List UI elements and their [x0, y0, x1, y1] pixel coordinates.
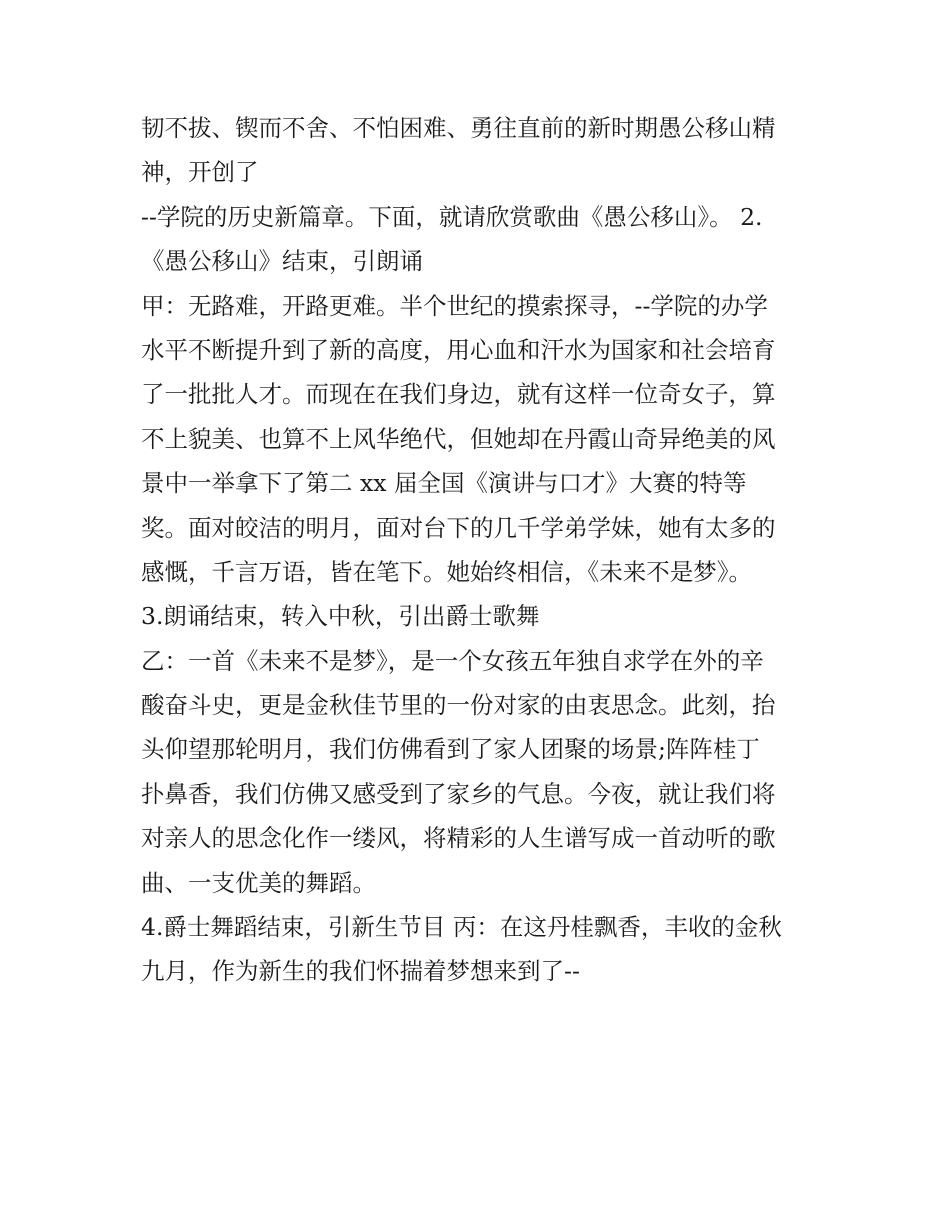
text-line: 了一批批人才。而现在在我们身边，就有这样一位奇女子，算: [141, 380, 776, 409]
text-line: 神，开创了: [141, 158, 259, 187]
text-line: 韧不拔、锲而不舍、不怕困难、勇往直前的新时期愚公移山精: [141, 114, 776, 142]
text-line: 《愚公移山》结束，引朗诵: [141, 247, 423, 276]
text-line: 3.朗诵结束，转入中秋，引出爵士歌舞: [141, 602, 540, 631]
text-line: 对亲人的思念化作一缕风，将精彩的人生谱写成一首动听的歌: [141, 824, 776, 853]
text-line: 头仰望那轮明月，我们仿佛看到了家人团聚的场景;阵阵桂丁: [141, 735, 760, 764]
text-line: 感慨，千言万语，皆在笔下。她始终相信，《未来不是梦》。: [141, 557, 752, 586]
text-line: 奖。面对皎洁的明月，面对台下的几千学弟学妹，她有太多的: [141, 513, 776, 542]
text-line: 曲、一支优美的舞蹈。: [141, 868, 376, 897]
text-line: 4.爵士舞蹈结束，引新生节目 丙：在这丹桂飘香，丰收的金秋: [141, 913, 782, 942]
text-line: 不上貌美、也算不上风华绝代，但她却在丹霞山奇异绝美的风: [141, 424, 776, 453]
text-line: 乙：一首《未来不是梦》，是一个女孩五年独自求学在外的辛: [141, 646, 764, 675]
text-line: 酸奋斗史，更是金秋佳节里的一份对家的由衷思念。此刻，抬: [141, 691, 776, 720]
document-text: [141, 106, 821, 994]
text-line: 甲：无路难，开路更难。半个世纪的摸索探寻，--学院的办学: [141, 291, 768, 320]
text-line: 扑鼻香，我们仿佛又感受到了家乡的气息。今夜，就让我们将: [141, 779, 776, 808]
text-line: 九月，作为新生的我们怀揣着梦想来到了--: [141, 957, 580, 986]
text-line: --学院的历史新篇章。下面，就请欣赏歌曲《愚公移山》。 2.: [141, 202, 763, 231]
text-line: 水平不断提升到了新的高度，用心血和汗水为国家和社会培育: [141, 335, 776, 364]
text-line: 景中一举拿下了第二 xx 届全国《演讲与口才》大赛的特等: [141, 469, 747, 498]
